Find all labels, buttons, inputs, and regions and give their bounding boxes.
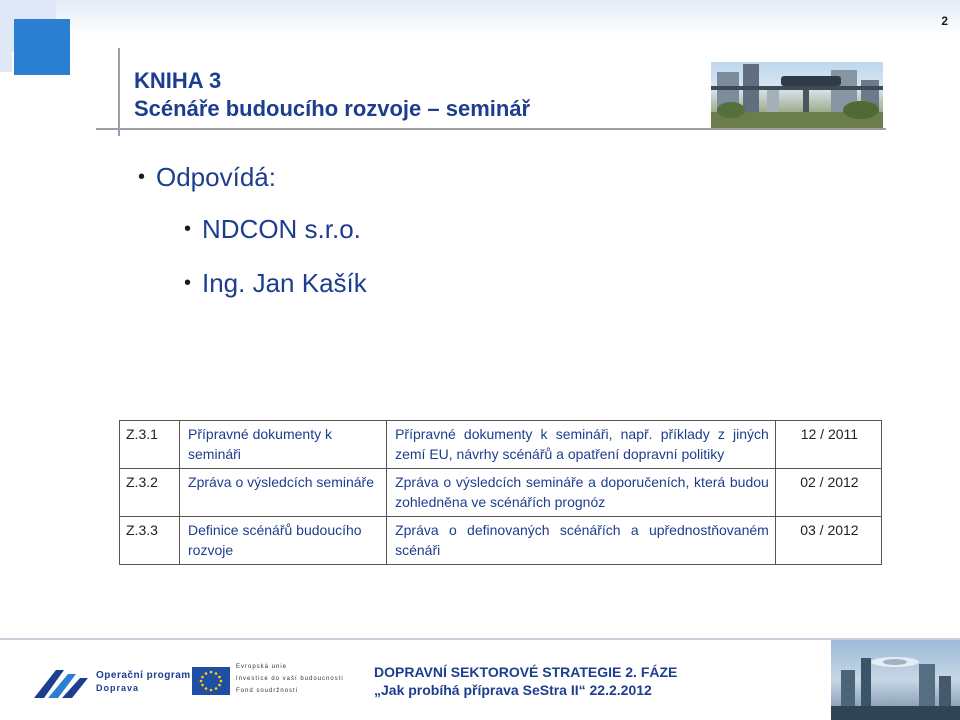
page-title-line1: KNIHA 3 [134, 68, 222, 93]
decor-square-light-small [0, 52, 12, 72]
bullet-dot: • [184, 218, 192, 240]
bullet-sub-1 [184, 214, 361, 245]
footer-strategy-subtitle: „Jak probíhá příprava SeStra II“ 22.2.2012 [374, 682, 652, 698]
deliverable-name: Zpráva o výsledcích semináře [180, 469, 387, 517]
bullet-sub-text: NDCON s.r.o. [202, 214, 361, 244]
deliverable-code: Z.3.2 [120, 469, 180, 517]
eu-text-line3: Fond soudržnosti [236, 688, 299, 694]
page-number: 2 [941, 14, 948, 28]
deliverable-name: Definice scénářů budoucího rozvoje [180, 517, 387, 565]
eu-text-line2: Investice do vaší budoucnosti [236, 676, 344, 682]
top-band [56, 0, 960, 36]
op-logo-text-line2: Doprava [96, 683, 140, 693]
eu-text-line1: Evropská unie [236, 664, 288, 670]
eu-flag-icon [192, 667, 230, 695]
deliverable-description: Přípravné dokumenty k semináři, např. příklady z jiných zemí EU, návrhy scénářů a opatření dopravní politiky [387, 421, 776, 469]
deliverable-date: 02 / 2012 [775, 469, 881, 517]
deliverable-description: Zpráva o výsledcích semináře a doporučeních, která budou zohledněna ve scénářích prognóz [387, 469, 776, 517]
bullet-main-text: Odpovídá: [156, 162, 276, 192]
operacni-program-logo-icon [34, 664, 90, 698]
city-monorail-illustration [711, 62, 883, 128]
footer-divider [0, 638, 960, 640]
bullet-sub-2 [184, 268, 367, 299]
bullet-dot: • [184, 272, 192, 294]
footer-photo [831, 640, 960, 720]
table-row [120, 421, 882, 469]
deliverable-name: Přípravné dokumenty k semináři [180, 421, 387, 469]
deliverable-date: 03 / 2012 [775, 517, 881, 565]
bullet-dot: • [138, 166, 146, 188]
footer-strategy-title: DOPRAVNÍ SEKTOROVÉ STRATEGIE 2. FÁZE [374, 664, 678, 680]
futuristic-city-illustration [831, 640, 960, 720]
header-photo [711, 62, 883, 128]
decor-square-blue [14, 19, 70, 75]
deliverable-description: Zpráva o definovaných scénářích a upřednostňovaném scénáři [387, 517, 776, 565]
deliverable-date: 12 / 2011 [775, 421, 881, 469]
op-logo-text-line1: Operační program [96, 670, 191, 681]
deliverable-code: Z.3.1 [120, 421, 180, 469]
header-vertical-rule [118, 48, 120, 136]
header-horizontal-rule [96, 128, 886, 130]
deliverable-code: Z.3.3 [120, 517, 180, 565]
deliverables-table [119, 420, 882, 565]
bullet-sub-text: Ing. Jan Kašík [202, 268, 367, 298]
bullet-main [138, 162, 276, 193]
table-row [120, 517, 882, 565]
table-row [120, 469, 882, 517]
page-title-line2: Scénáře budoucího rozvoje – seminář [134, 96, 531, 121]
